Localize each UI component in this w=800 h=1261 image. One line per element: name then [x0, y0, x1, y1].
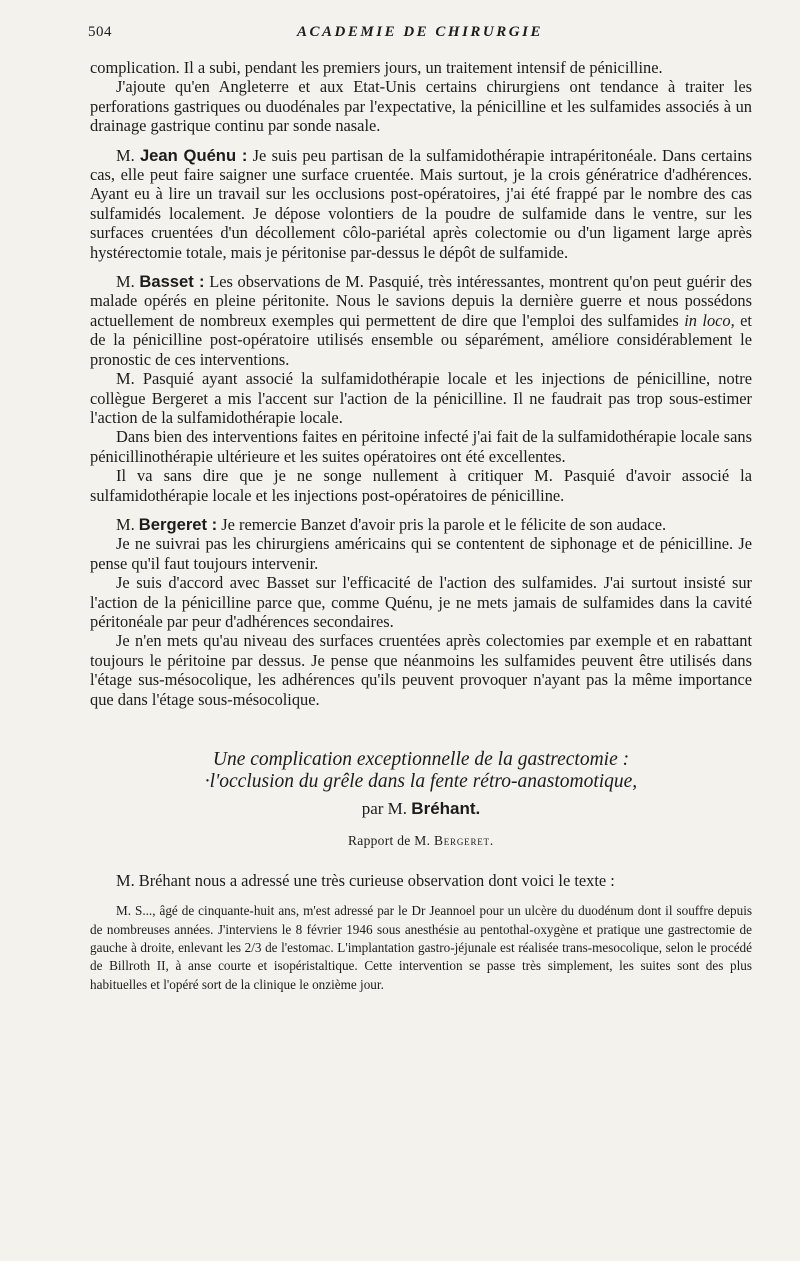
paragraph: Je suis d'accord avec Basset sur l'efficacité de l'action des sulfamides. J'ai surtout insisté sur l'action de la pénicilline parce que, comme Quénu, je ne mets jamais de sulfamides dans la cavité péritonéale par peur d'adhérences secondaires. — [90, 573, 752, 631]
page-number: 504 — [88, 24, 112, 40]
article-author — [90, 799, 752, 819]
speaker-name: Jean Quénu : — [139, 145, 248, 165]
paragraph-text: et de la pénicilline post-opératoire utilisés ensemble ou séparément, améliore considérablement le pronostic de ces interventions. — [90, 310, 752, 369]
intervention-quenu — [90, 146, 752, 262]
paragraph-text: Je suis peu partisan de la sulfamidothérapie intrapéritonéale. Dans certains cas, elle peut faire saigner une surface cruentée. Mais surtout, je la crois génératrice d'adhérences. Ayant eu à lire un travail sur les occlusions post-opératoires, j'ai été frappé par le nombre des cas sulfamidés localement. Je dépose volontiers de la poudre de sulfamide dans le ventre, sur les surfaces cruentées d'un décollement côlo-pariétal après colectomie ou d'un ligament large après hystérectomie totale, mais je péritonise par-dessus le dépôt de sulfamide. — [90, 145, 752, 262]
paragraph: Je n'en mets qu'au niveau des surfaces cruentées après colectomies par exemple et en rabattant toujours le péritoine par dessus. Je pense que néanmoins les sulfamides peuvent être utilisés dans l'étage sus-mésocolique, les adhérences qu'ils peuvent provoquer n'ayant pas la même importance que dans l'étage sous-mésocolique. — [90, 631, 752, 709]
running-title: ACADEMIE DE CHIRURGIE — [297, 24, 543, 40]
article-heading — [90, 749, 752, 849]
article-title-line-2: ·l'occlusion du grêle dans la fente rétro-anastomotique, — [204, 771, 638, 792]
paragraph: Il va sans dire que je ne songe nullement à critiquer M. Pasquié d'avoir associé la sulfamidothérapie locale et les injections post-opératoires de pénicilline. — [90, 466, 752, 505]
paragraph: Dans bien des interventions faites en péritoine infecté j'ai fait de la sulfamidothérapie locale sans pénicillinothérapie ultérieure et les suites opératoires ont été excellentes. — [90, 427, 752, 466]
italic-term: in loco, — [684, 310, 735, 330]
reporter-name: Bergeret. — [433, 833, 495, 848]
speaker-prefix: M. — [116, 514, 135, 534]
intervention-bergeret — [90, 515, 752, 534]
paragraph: M. Pasquié ayant associé la sulfamidothérapie locale et les injections de pénicilline, notre collègue Bergeret a mis l'accent sur l'action de la pénicilline. Il ne faudrait pas trop sous-estimer l'action de la sulfamidothérapie locale. — [90, 369, 752, 427]
speaker-prefix: M. — [116, 272, 135, 292]
author-name: Bréhant. — [411, 799, 481, 818]
intervention-basset — [90, 272, 752, 369]
article-title-line-1: Une complication exceptionnelle de la gastrectomie : — [212, 749, 630, 770]
speaker-prefix: M. — [116, 145, 135, 165]
paragraph: J'ajoute qu'en Angleterre et aux Etat-Unis certains chirurgiens ont tendance à traiter les perforations gastriques ou duodénales par l'expectative, la pénicilline et les sulfamides associés à un drainage gastrique continu par sonde nasale. — [90, 77, 752, 136]
paragraph: Je ne suivrai pas les chirurgiens américains qui se contentent de siphonage et de pénicilline. Je pense qu'il faut toujours intervenir. — [90, 534, 752, 573]
speaker-name: Basset : — [139, 272, 205, 292]
report-line — [90, 833, 752, 849]
paragraph: complication. Il a subi, pendant les premiers jours, un traitement intensif de pénicilline. — [90, 58, 663, 77]
report-prefix: Rapport de M. — [347, 833, 431, 848]
bleed-through-shadow — [128, 1119, 752, 1261]
speaker-name: Bergeret : — [138, 514, 218, 534]
page-body — [90, 58, 752, 994]
paragraph-text: Je remercie Banzet d'avoir pris la parole et le félicite de son audace. — [221, 514, 667, 534]
author-prefix: par M. — [361, 799, 408, 818]
page-header — [88, 24, 752, 46]
article-intro: M. Bréhant nous a adressé une très curieuse observation dont voici le texte : — [116, 871, 615, 890]
case-report: M. S..., âgé de cinquante-huit ans, m'est adressé par le Dr Jeannoel pour un ulcère du duodénum dont il souffre depuis de nombreuses années. J'interviens le 8 février 1946 sous anesthésie au pentothal-oxygène et pratique une gastrectomie de gauche à droite, enlevant les 2/3 de l'estomac. L'implantation gastro-jéjunale est réalisée trans-mesocolique, selon le procédé de Billroth II, à anse courte et isopéristaltique. Cette intervention se passe très simplement, les suites sont des plus habituelles et l'opéré sort de la clinique le onzième jour. — [90, 903, 752, 992]
paragraph-text: Les observations de M. Pasquié, très intéressantes, montrent qu'on peut guérir des malade opérés en pleine péritonite. Nous le savions depuis la dernière guerre et nous possédons actuellement de nombreux exemples qui permettent de dire que l'emploi des sulfamides — [90, 272, 752, 330]
